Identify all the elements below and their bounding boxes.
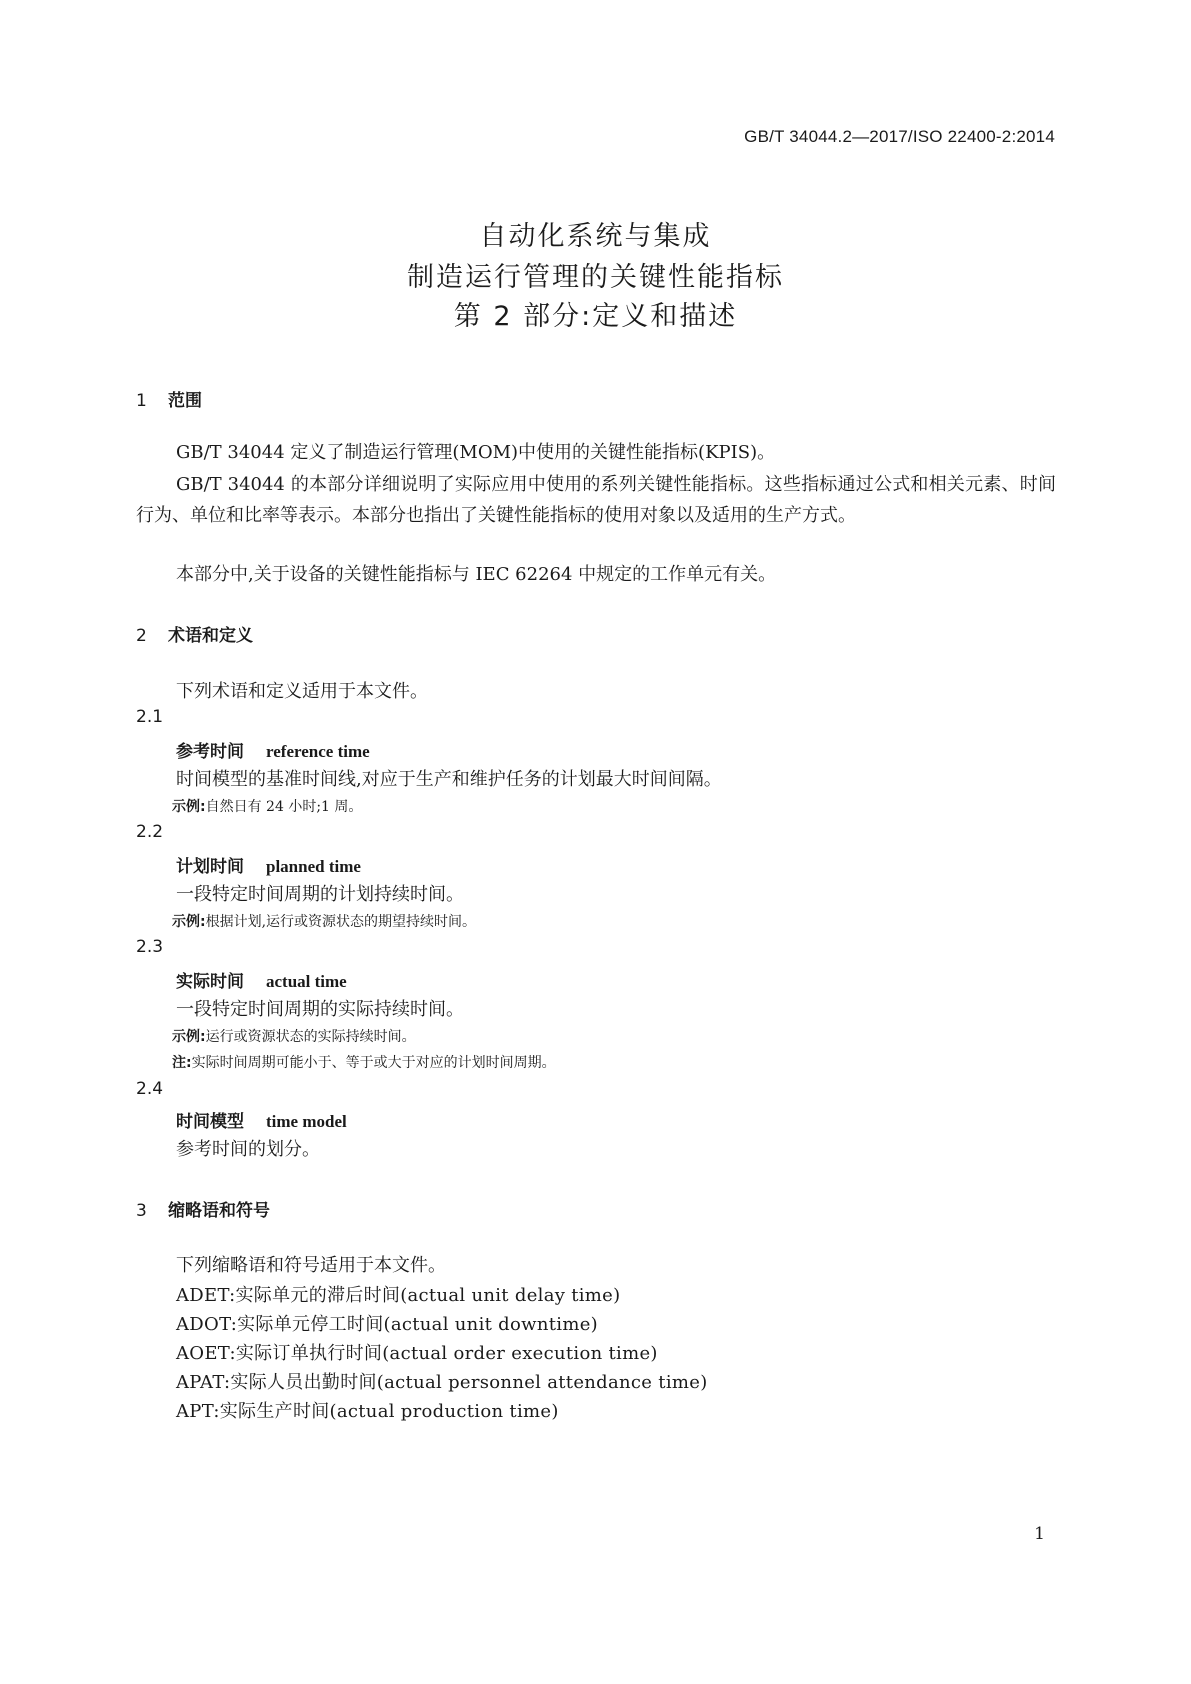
scope-paragraph-1: GB/T 34044 定义了制造运行管理(MOM)中使用的关键性能指标(KPIS)。 [176, 442, 776, 463]
term-note [172, 1052, 556, 1072]
section-number: 2 [136, 626, 147, 646]
term-heading [176, 967, 347, 992]
term-number: 2.4 [136, 1079, 164, 1099]
example-label: 示例: [172, 799, 206, 815]
term-english: planned time [266, 857, 361, 876]
example-label: 示例: [172, 1029, 206, 1045]
abbreviations-intro: 下列缩略语和符号适用于本文件。 [176, 1255, 446, 1276]
title-line-3: 第 2 部分:定义和描述 [453, 301, 738, 332]
term-definition: 时间模型的基准时间线,对应于生产和维护任务的计划最大时间间隔。 [176, 769, 722, 790]
section-number: 3 [136, 1201, 147, 1221]
term-example [172, 796, 362, 816]
term-definition: 一段特定时间周期的计划持续时间。 [176, 884, 464, 905]
note-text: 实际时间周期可能小于、等于或大于对应的计划时间周期。 [191, 1055, 556, 1071]
terms-intro: 下列术语和定义适用于本文件。 [176, 681, 428, 702]
term-number: 2.1 [136, 707, 164, 727]
section-1-heading [136, 386, 202, 411]
section-number: 1 [136, 391, 147, 411]
term-example [172, 1026, 416, 1046]
term-heading [176, 737, 370, 762]
abbreviation-item: ADOT:实际单元停工时间(actual unit downtime) [176, 1314, 598, 1335]
term-heading [176, 852, 361, 877]
section-title: 缩略语和符号 [168, 1201, 270, 1221]
section-title: 术语和定义 [168, 626, 253, 646]
page-number: 1 [1034, 1524, 1045, 1544]
standard-number-header: GB/T 34044.2—2017/ISO 22400-2:2014 [744, 127, 1055, 146]
term-chinese: 计划时间 [176, 857, 244, 877]
title-line-2: 制造运行管理的关键性能指标 [407, 262, 784, 293]
abbreviation-item: ADET:实际单元的滞后时间(actual unit delay time) [176, 1285, 621, 1306]
term-chinese: 参考时间 [176, 742, 244, 762]
term-chinese: 实际时间 [176, 972, 244, 992]
term-english: actual time [266, 972, 347, 991]
abbreviation-item: AOET:实际订单执行时间(actual order execution time) [176, 1343, 658, 1364]
term-chinese: 时间模型 [176, 1112, 244, 1132]
term-definition: 一段特定时间周期的实际持续时间。 [176, 999, 464, 1020]
scope-paragraph-3: 本部分中,关于设备的关键性能指标与 IEC 62264 中规定的工作单元有关。 [176, 564, 777, 585]
example-text: 自然日有 24 小时;1 周。 [205, 799, 363, 815]
term-number: 2.2 [136, 822, 164, 842]
note-label: 注: [172, 1055, 192, 1071]
title-line-1: 自动化系统与集成 [479, 221, 712, 252]
section-2-heading [136, 621, 253, 646]
section-3-heading [136, 1196, 270, 1221]
term-english: reference time [266, 742, 370, 761]
term-definition: 参考时间的划分。 [176, 1139, 320, 1160]
term-number: 2.3 [136, 937, 164, 957]
abbreviation-item: APT:实际生产时间(actual production time) [176, 1401, 559, 1422]
example-text: 根据计划,运行或资源状态的期望持续时间。 [205, 914, 477, 930]
section-title: 范围 [168, 391, 202, 411]
abbreviation-item: APAT:实际人员出勤时间(actual personnel attendance time) [176, 1372, 708, 1393]
scope-paragraph-2: GB/T 34044 的本部分详细说明了实际应用中使用的系列关键性能指标。这些指标通过公式和相关元素、时间行为、单位和比率等表示。本部分也指出了关键性能指标的使用对象以及适用的生产方式。 [136, 474, 1056, 526]
term-heading [176, 1107, 347, 1132]
term-english: time model [266, 1112, 347, 1131]
example-text: 运行或资源状态的实际持续时间。 [205, 1029, 416, 1045]
example-label: 示例: [172, 914, 206, 930]
term-example [172, 911, 476, 931]
